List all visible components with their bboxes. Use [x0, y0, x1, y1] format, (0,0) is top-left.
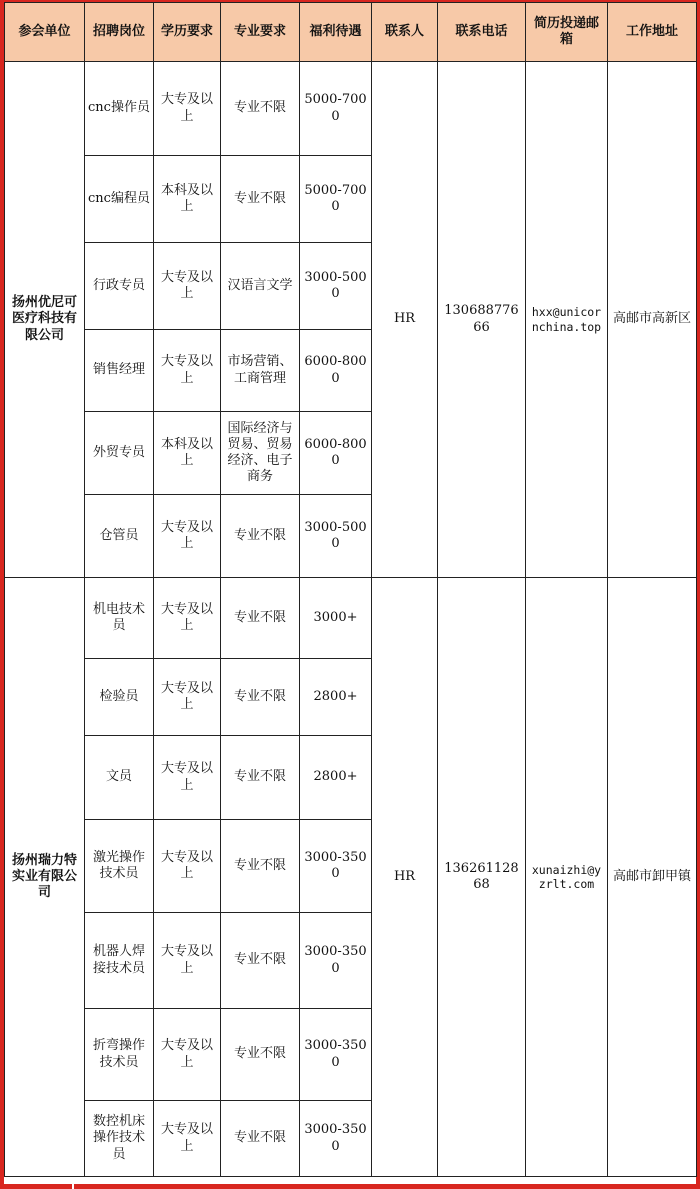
header-position: 招聘岗位 [85, 3, 154, 62]
job-major: 专业不限 [221, 820, 300, 913]
table-row [5, 578, 697, 659]
job-education: 大专及以上 [154, 62, 221, 156]
company-contact: HR [372, 62, 438, 578]
job-major: 专业不限 [221, 736, 300, 820]
job-position: 激光操作技术员 [85, 820, 154, 913]
job-position: cnc编程员 [85, 156, 154, 243]
job-position: 文员 [85, 736, 154, 820]
company-contact: HR [372, 578, 438, 1177]
job-salary: 3000-5000 [300, 243, 372, 330]
company-email: hxx@unicornchina.top [526, 62, 608, 578]
job-salary: 2800+ [300, 736, 372, 820]
job-position: 行政专员 [85, 243, 154, 330]
job-position: 折弯操作技术员 [85, 1009, 154, 1101]
job-major: 专业不限 [221, 1101, 300, 1177]
job-position: 仓管员 [85, 495, 154, 578]
company-address: 高邮市卸甲镇 [608, 578, 697, 1177]
job-major: 专业不限 [221, 156, 300, 243]
header-row [5, 3, 697, 62]
job-position: 机器人焊接技术员 [85, 913, 154, 1009]
job-education: 大专及以上 [154, 1009, 221, 1101]
header-company: 参会单位 [5, 3, 85, 62]
company-address: 高邮市高新区 [608, 62, 697, 578]
job-education: 大专及以上 [154, 578, 221, 659]
job-salary: 3000+ [300, 578, 372, 659]
company-phone: 13068877666 [438, 62, 526, 578]
job-salary: 5000-7000 [300, 156, 372, 243]
job-major: 国际经济与贸易、贸易经济、电子商务 [221, 412, 300, 495]
job-major: 专业不限 [221, 1009, 300, 1101]
bottom-tick-mark [72, 1184, 74, 1189]
job-major: 专业不限 [221, 578, 300, 659]
job-salary: 3000-3500 [300, 1101, 372, 1177]
job-education: 大专及以上 [154, 736, 221, 820]
job-education: 大专及以上 [154, 913, 221, 1009]
header-address: 工作地址 [608, 3, 697, 62]
job-education: 大专及以上 [154, 659, 221, 736]
job-education: 大专及以上 [154, 330, 221, 412]
job-position: 机电技术员 [85, 578, 154, 659]
header-education: 学历要求 [154, 3, 221, 62]
job-salary: 3000-5000 [300, 495, 372, 578]
job-major: 市场营销、工商管理 [221, 330, 300, 412]
table-row [5, 62, 697, 156]
job-salary: 3000-3500 [300, 1009, 372, 1101]
job-salary: 2800+ [300, 659, 372, 736]
job-education: 本科及以上 [154, 412, 221, 495]
job-salary: 6000-8000 [300, 412, 372, 495]
job-major: 专业不限 [221, 913, 300, 1009]
company-phone: 13626112868 [438, 578, 526, 1177]
header-email: 简历投递邮箱 [526, 3, 608, 62]
header-salary: 福利待遇 [300, 3, 372, 62]
job-salary: 5000-7000 [300, 62, 372, 156]
company-email: xunaizhi@yzrlt.com [526, 578, 608, 1177]
job-major: 专业不限 [221, 495, 300, 578]
header-phone: 联系电话 [438, 3, 526, 62]
job-fair-table [4, 2, 697, 1177]
job-position: cnc操作员 [85, 62, 154, 156]
job-major: 专业不限 [221, 62, 300, 156]
job-major: 汉语言文学 [221, 243, 300, 330]
job-education: 本科及以上 [154, 156, 221, 243]
header-major: 专业要求 [221, 3, 300, 62]
job-education: 大专及以上 [154, 495, 221, 578]
job-education: 大专及以上 [154, 243, 221, 330]
job-salary: 3000-3500 [300, 913, 372, 1009]
job-position: 销售经理 [85, 330, 154, 412]
job-position: 数控机床操作技术员 [85, 1101, 154, 1177]
header-contact: 联系人 [372, 3, 438, 62]
company-name: 扬州优尼可医疗科技有限公司 [5, 62, 85, 578]
job-position: 检验员 [85, 659, 154, 736]
company-name: 扬州瑞力特实业有限公司 [5, 578, 85, 1177]
job-education: 大专及以上 [154, 820, 221, 913]
job-salary: 6000-8000 [300, 330, 372, 412]
job-salary: 3000-3500 [300, 820, 372, 913]
job-position: 外贸专员 [85, 412, 154, 495]
job-education: 大专及以上 [154, 1101, 221, 1177]
job-major: 专业不限 [221, 659, 300, 736]
